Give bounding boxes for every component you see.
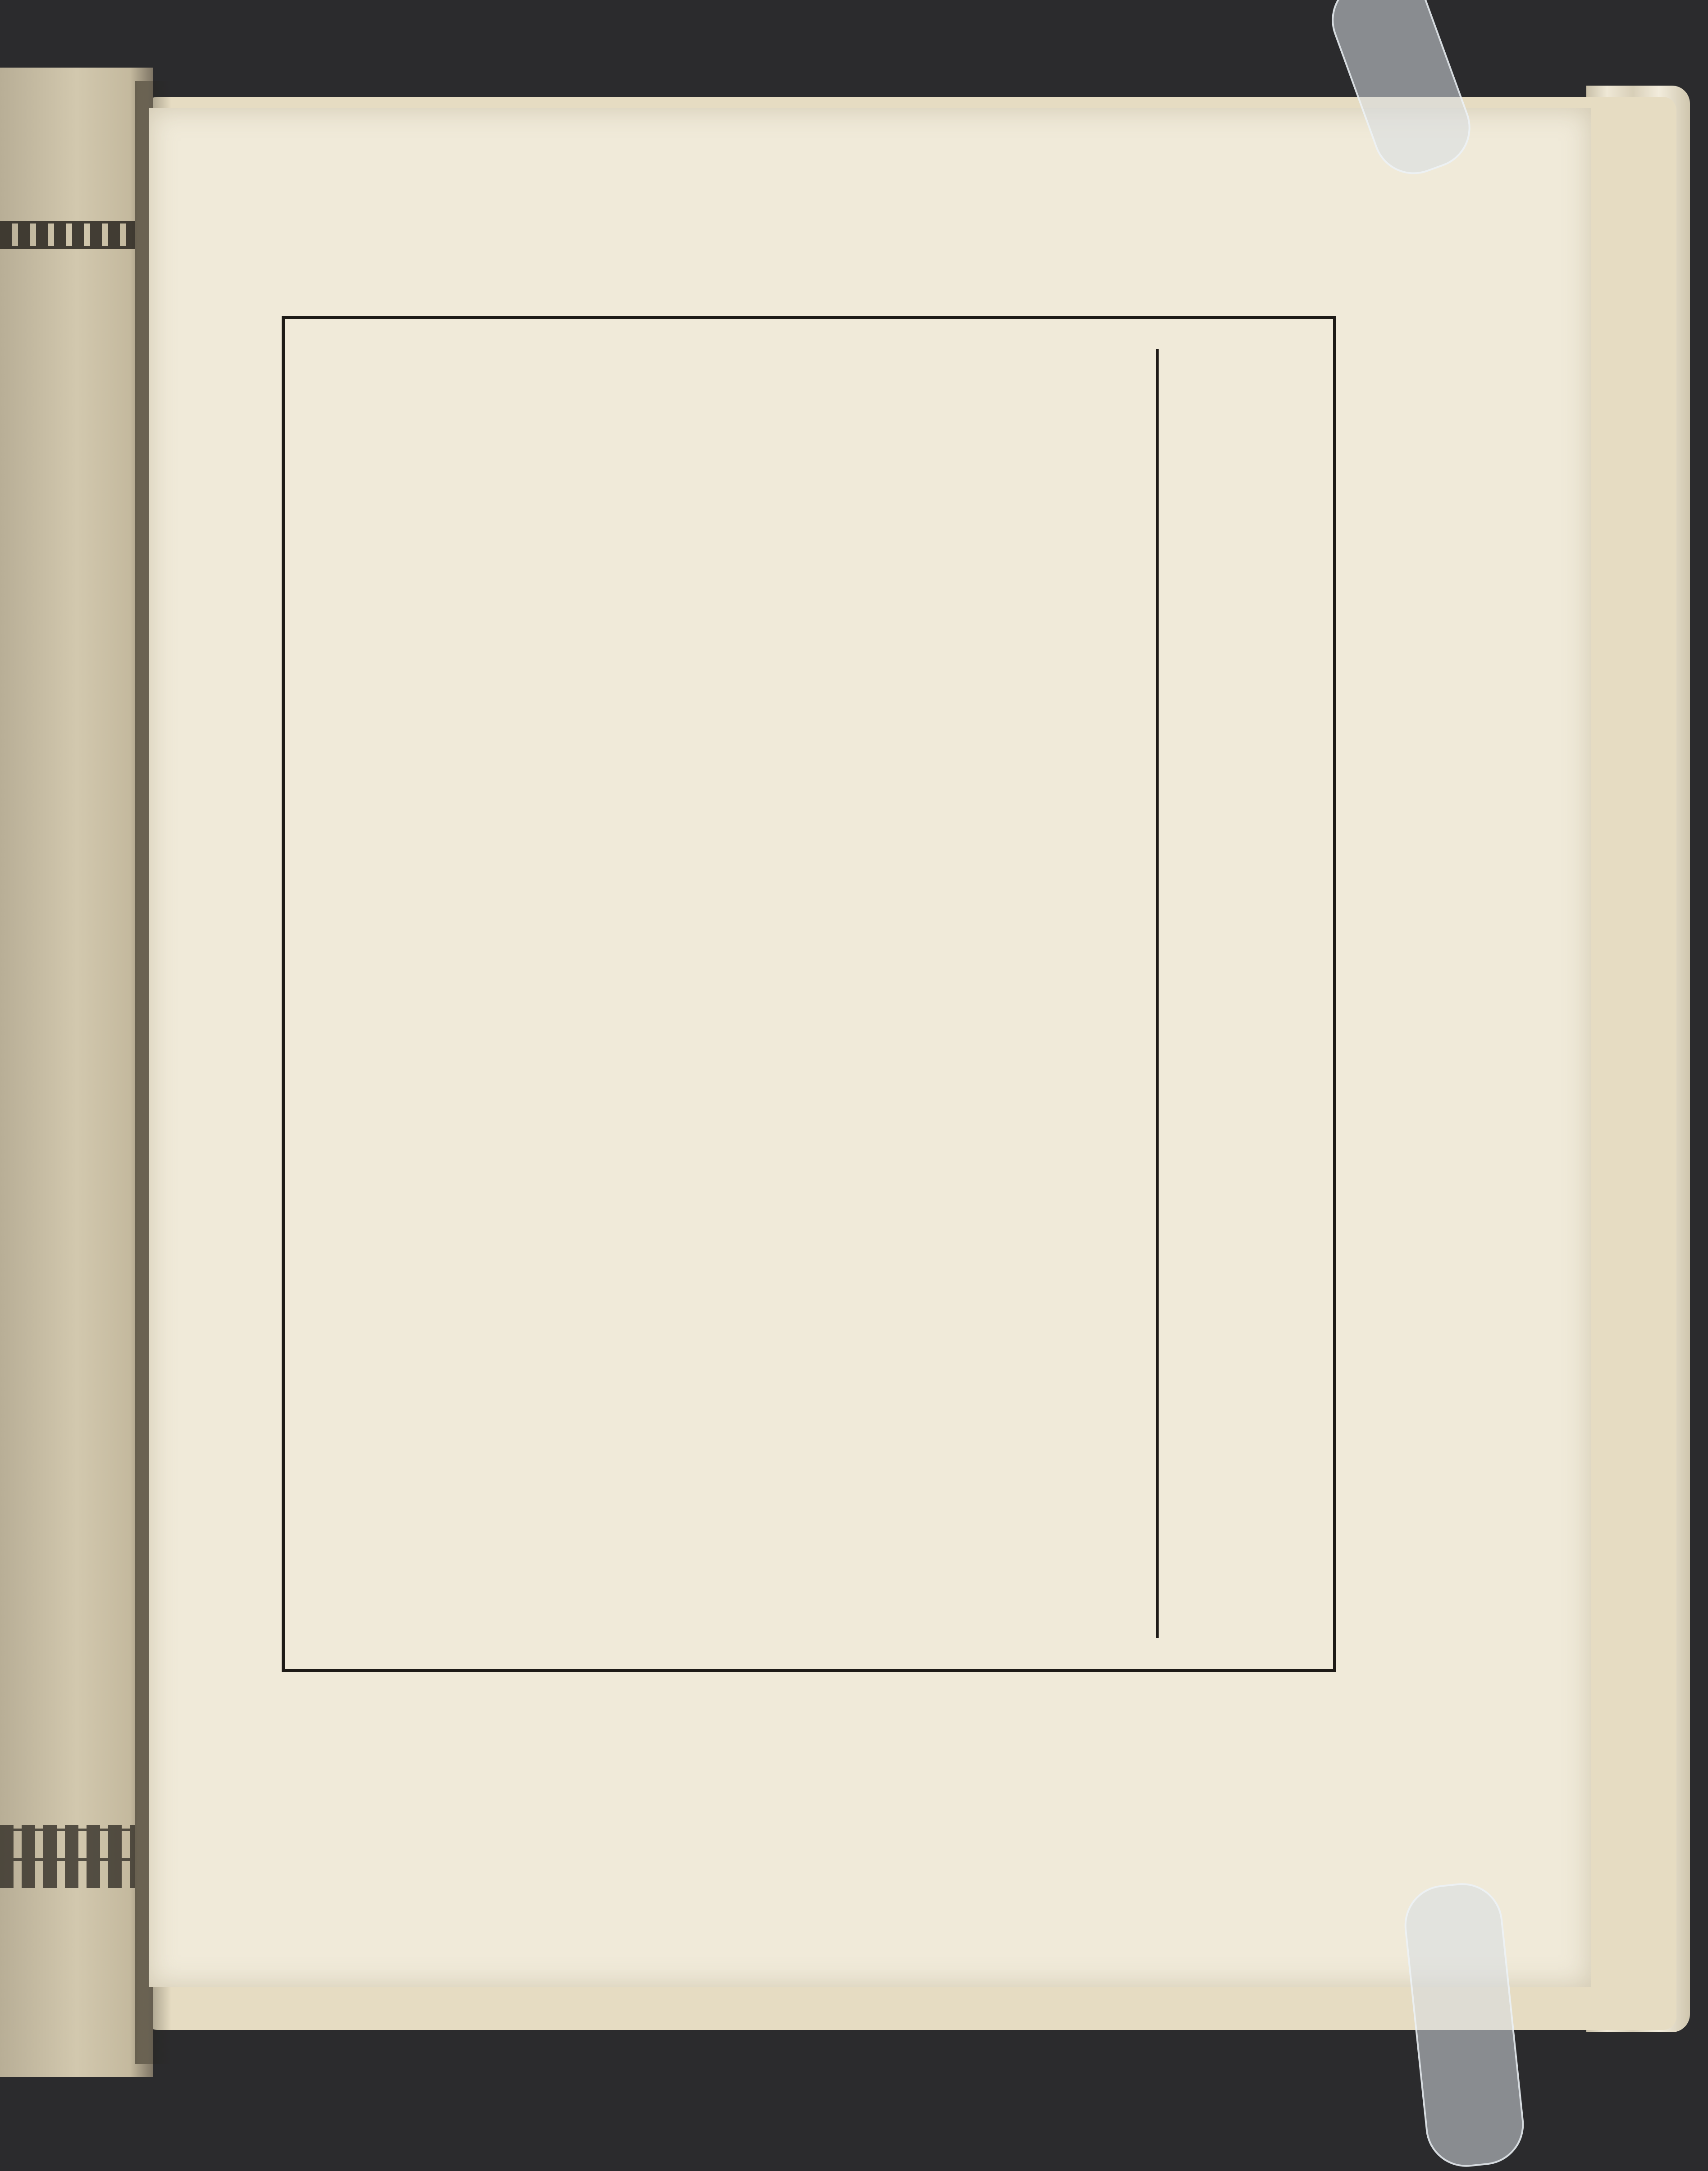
border-top-ornament: [237, 273, 1379, 313]
inner-rule-right: [1156, 349, 1159, 1638]
border-right-ornament: [1338, 313, 1379, 1674]
left-page-ornament: [0, 221, 135, 249]
page-foot: [295, 1640, 1151, 1681]
border-bottom-ornament: [237, 1674, 1379, 1827]
left-page-bottom-ornament: [0, 1825, 135, 1888]
border-left-ornament: [237, 313, 277, 1674]
page-frame: [237, 273, 1379, 1827]
left-page: [0, 68, 153, 2077]
inner-rule: [282, 316, 1336, 1672]
